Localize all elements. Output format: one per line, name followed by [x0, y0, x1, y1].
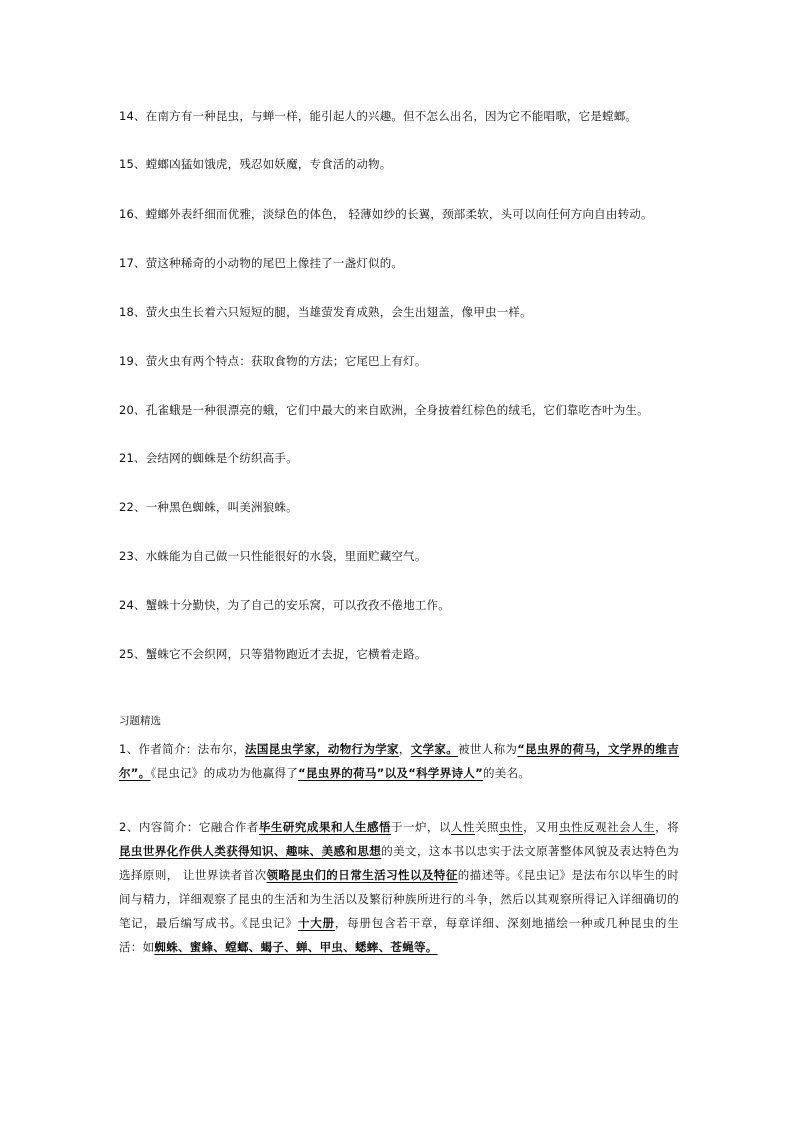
q2-k: 的美文，这本书以忠实于法文原著整体风貌及表达特色为选择原则， 让世界读者首次: [119, 844, 679, 882]
q2-o: ，每册包含若干章，每章详细、深刻地描绘一种或几种昆虫的生活：如: [119, 916, 680, 954]
q1-underline-4: “昆虫界的荷马”以及“科学界诗人”: [298, 766, 483, 780]
item-15: 15、螳螂凶猛如饿虎，残忍如妖魔，专食活的动物。: [119, 157, 392, 171]
q2-d: 人性: [451, 820, 476, 834]
q1-underline-1: 法国昆虫学家，动物行为学家: [245, 742, 399, 756]
question-1: [119, 737, 679, 785]
item-18: 18、萤火虫生长着六只短短的腿，当雄萤发育成熟，会生出翅盖，像甲虫一样。: [119, 305, 532, 319]
q2-f: 虫性: [499, 820, 524, 834]
item-16: 16、螳螂外表纤细而优雅，淡绿色的体色， 轻薄如纱的长翼，颈部柔软，头可以向任何方向自由转动。: [119, 207, 653, 221]
q2-a: 2、内容简介：它融合作者: [119, 820, 259, 834]
q2-m: 的描述等。《昆虫记》是法布尔以毕生的时间与精力，详细观察了昆虫的生活和为生活以及繁衍种族所进行的斗争，然后以其观察所得记入详细确切的笔记，最后编写成书。《昆虫记》: [119, 868, 679, 930]
q2-n: 十大册: [297, 916, 335, 930]
section-heading: 习题精选: [119, 715, 161, 727]
q2-e: 关照: [475, 820, 500, 834]
question-2: [119, 815, 679, 959]
item-25: 25、蟹蛛它不会织网，只等猎物跑近才去捉，它横着走路。: [119, 647, 427, 661]
item-17: 17、萤这种稀奇的小动物的尾巴上像挂了一盏灯似的。: [119, 256, 404, 270]
q1-text-2: 被世人称为: [458, 742, 518, 756]
q1-underline-2: 文学家。: [410, 742, 459, 756]
item-20: 20、孔雀蛾是一种很漂亮的蛾，它们中最大的来自欧洲，全身披着红棕色的绒毛，它们靠吃杏叶为生。: [119, 403, 649, 417]
item-23: 23、水蛛能为自己做一只性能很好的水袋，里面贮藏空气。: [119, 549, 427, 563]
q2-b: 毕生研究成果和人生感悟: [258, 820, 391, 834]
item-22: 22、一种黑色蜘蛛，叫美洲狼蛛。: [119, 500, 298, 514]
item-14: 14、在南方有一种昆虫，与蝉一样，能引起人的兴趣。但不怎么出名，因为它不能唱歌，它是螳螂。: [119, 109, 638, 123]
q2-h: 虫性反观社会人生: [559, 820, 656, 834]
q2-c: 于一炉，以: [390, 820, 452, 834]
q1-prefix: 1、作者简介：法布尔，: [119, 742, 246, 756]
item-24: 24、蟹蛛十分勤快，为了自己的安乐窝，可以孜孜不倦地工作。: [119, 598, 450, 612]
q2-l: 领略昆虫们的日常生活习性以及特征: [266, 868, 458, 882]
q1-text-1: ，: [398, 742, 411, 756]
item-21: 21、会结网的蜘蛛是个纺织高手。: [119, 451, 298, 465]
q2-i: ，将: [655, 820, 679, 834]
q1-text-3: 《昆虫记》的成功为他赢得了: [150, 766, 299, 780]
q2-g: ，又用: [523, 820, 560, 834]
q2-j: 昆虫世界化作供人类获得知识、趣味、美感和思想: [119, 844, 382, 858]
q1-text-4: 的美名。: [482, 766, 531, 780]
q1-underline-3: “昆虫界的荷马，文学界的维吉尔”。: [119, 742, 679, 780]
q2-p: 蜘蛛、蜜蜂、螳螂、蝎子、蝉、甲虫、蟋蟀、苍蝇等。: [154, 940, 438, 954]
item-19: 19、萤火虫有两个特点：获取食物的方法；它尾巴上有灯。: [119, 354, 427, 368]
